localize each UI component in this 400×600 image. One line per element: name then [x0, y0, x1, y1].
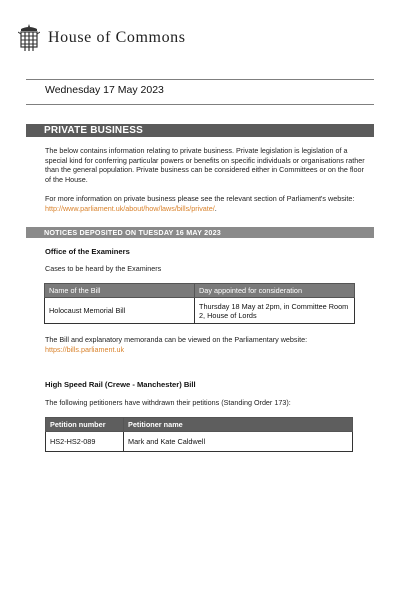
- cases-text: Cases to be heard by the Examiners: [45, 264, 162, 273]
- private-business-heading: PRIVATE BUSINESS: [26, 124, 374, 137]
- bills-website-link[interactable]: https://bills.parliament.uk: [45, 344, 125, 354]
- private-bills-link[interactable]: http://www.parliament.uk/about/how/laws/bills/private/: [45, 203, 215, 213]
- notices-heading: NOTICES DEPOSITED ON TUESDAY 16 MAY 2023: [26, 227, 374, 238]
- memoranda-paragraph: [45, 335, 365, 354]
- examiners-table: [44, 283, 355, 324]
- top-divider: [26, 79, 374, 80]
- private-business-intro: The below contains information relating to private business. Private legislation is legislation of a special kind for conferring particular powers or benefits on specific individuals or organisations rather than the general population. Private business can be considered either in Committees or on the floor of the House.: [45, 146, 365, 184]
- sitting-date: Wednesday 17 May 2023: [45, 84, 164, 96]
- table-header-row: [45, 284, 355, 298]
- petition-number-cell: HS2-HS2-089: [46, 432, 124, 452]
- page-header: [18, 20, 186, 56]
- table-header-row: [46, 418, 353, 432]
- house-title: House of Commons: [48, 29, 186, 46]
- column-header: Day appointed for consideration: [195, 284, 355, 298]
- hs2-heading: High Speed Rail (Crewe - Manchester) Bill: [45, 380, 196, 389]
- table-row: [45, 298, 355, 324]
- day-appointed-cell: Thursday 18 May at 2pm, in Committee Room 2, House of Lords: [195, 298, 355, 324]
- date-divider: [26, 104, 374, 105]
- hs2-text: The following petitioners have withdrawn their petitions (Standing Order 173):: [45, 398, 291, 407]
- column-header: Name of the Bill: [45, 284, 195, 298]
- petitioner-name-cell: Mark and Kate Caldwell: [124, 432, 353, 452]
- office-heading: Office of the Examiners: [45, 247, 130, 256]
- portcullis-icon: [18, 23, 40, 53]
- column-header: Petition number: [46, 418, 124, 432]
- more-info-text: For more information on private business please see the relevant section of Parliament's website:: [45, 194, 355, 203]
- column-header: Petitioner name: [124, 418, 353, 432]
- more-info-paragraph: [45, 194, 365, 213]
- memoranda-text: The Bill and explanatory memoranda can be viewed on the Parliamentary website:: [45, 335, 308, 344]
- petitioners-table: [45, 417, 353, 452]
- more-info-suffix: .: [214, 203, 217, 213]
- bill-name-cell: Holocaust Memorial Bill: [45, 298, 195, 324]
- table-row: [46, 432, 353, 452]
